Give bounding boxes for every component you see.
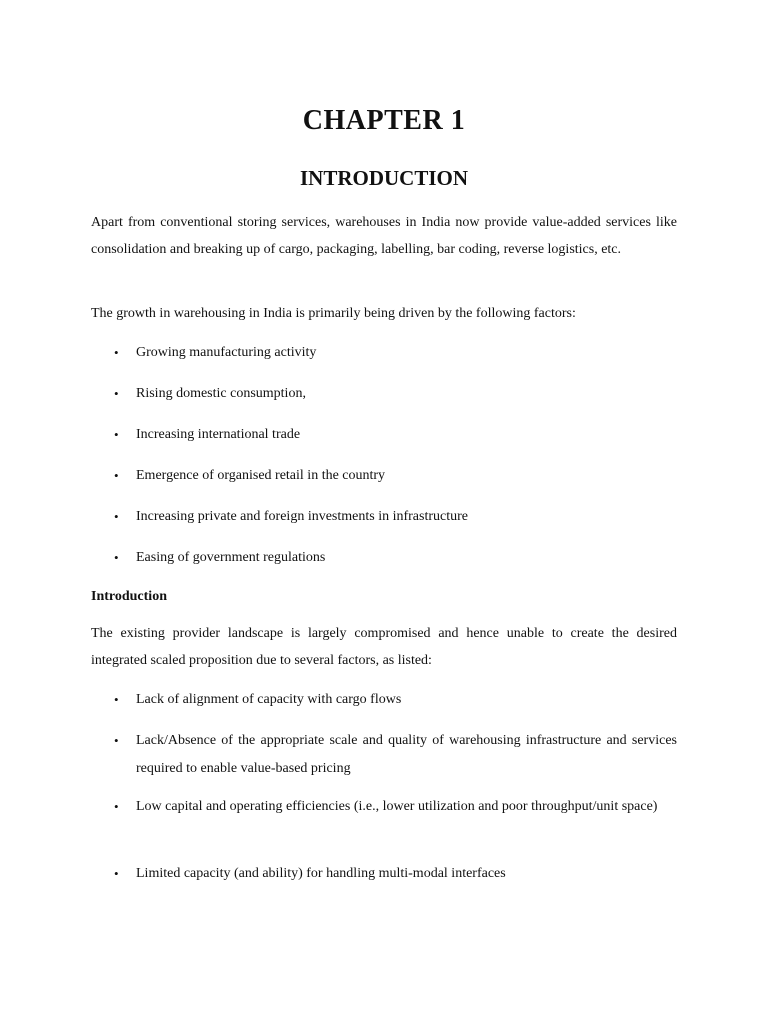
bullet-icon: • [114, 386, 119, 401]
bullet-icon: • [114, 427, 119, 442]
bullet-icon: • [114, 692, 119, 707]
list-item [91, 860, 677, 888]
list-item [91, 544, 677, 572]
list-item-text: Rising domestic consumption, [136, 386, 306, 401]
growth-paragraph: The growth in warehousing in India is primarily being driven by the following factors: [91, 306, 576, 321]
bullet-icon: • [114, 550, 119, 565]
list-item [91, 686, 677, 714]
intro-paragraph: Apart from conventional storing services, warehouses in India now provide value-added services like consolidation and breaking up of cargo, packaging, labelling, bar coding, reverse logistics, etc. [91, 215, 677, 257]
list-item [91, 339, 677, 367]
list-item-text: Low capital and operating efficiencies (i.e., lower utilization and poor throughput/unit space) [136, 799, 658, 814]
bullet-icon: • [114, 509, 119, 524]
section-title: INTRODUCTION [299, 166, 469, 190]
bullet-icon: • [114, 799, 119, 814]
list-item-text: Lack/Absence of the appropriate scale and quality of warehousing infrastructure and services required to enable value-based pricing [136, 733, 677, 776]
list-item-text: Increasing international trade [136, 427, 301, 442]
list-item [91, 793, 677, 821]
list-item-text: Lack of alignment of capacity with cargo flows [136, 692, 402, 707]
constraints-paragraph: The existing provider landscape is largely compromised and hence unable to create the desired integrated scaled proposition due to several factors, as listed: [91, 626, 677, 668]
list-item [91, 727, 677, 783]
list-item-text: Growing manufacturing activity [136, 345, 317, 360]
bullet-icon: • [114, 733, 119, 748]
bullet-icon: • [114, 468, 119, 483]
list-item-text: Easing of government regulations [136, 550, 326, 565]
list-item [91, 462, 677, 490]
list-item [91, 421, 677, 449]
list-item-text: Increasing private and foreign investments in infrastructure [136, 509, 468, 524]
list-item [91, 503, 677, 531]
bullet-icon: • [114, 866, 119, 881]
list-item [91, 380, 677, 408]
list-item-text: Emergence of organised retail in the country [136, 468, 386, 483]
chapter-title: CHAPTER 1 [302, 105, 466, 136]
introduction-subheading: Introduction [91, 589, 167, 604]
bullet-icon: • [114, 345, 119, 360]
list-item-text: Limited capacity (and ability) for handling multi-modal interfaces [136, 866, 506, 881]
